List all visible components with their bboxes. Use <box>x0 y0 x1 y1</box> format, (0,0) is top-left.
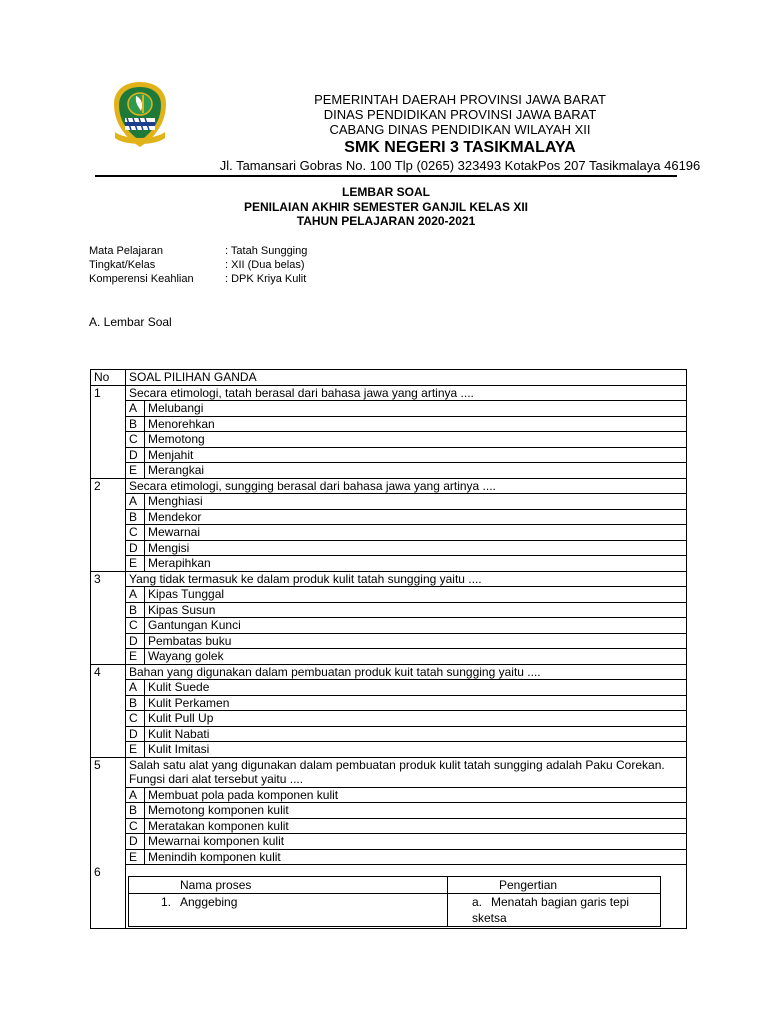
number-spacer <box>91 680 126 696</box>
option-row <box>91 680 687 696</box>
option-row <box>91 416 687 432</box>
option-text: Kulit Imitasi <box>145 742 687 758</box>
option-text: Kulit Pull Up <box>145 711 687 727</box>
option-row <box>91 849 687 865</box>
title-year: TAHUN PELAJARAN 2020-2021 <box>296 214 476 228</box>
info-value: : XII (Dua belas) <box>225 259 305 271</box>
option-text: Mengisi <box>145 540 687 556</box>
option-row <box>91 540 687 556</box>
option-letter: E <box>126 463 145 479</box>
info-label: Tingkat/Kelas <box>89 259 156 271</box>
number-spacer <box>91 633 126 649</box>
option-letter: A <box>126 680 145 696</box>
title-sheet: LEMBAR SOAL <box>342 185 430 199</box>
number-spacer <box>91 416 126 432</box>
definition-marker: a. <box>472 895 483 909</box>
option-text: Mendekor <box>145 509 687 525</box>
option-row <box>91 711 687 727</box>
letterhead-divider <box>95 175 677 177</box>
table-header-row <box>91 370 687 386</box>
question-row <box>91 478 687 494</box>
option-text: Kipas Tunggal <box>145 587 687 603</box>
option-letter: D <box>126 834 145 850</box>
info-label: Komperensi Keahlian <box>89 273 194 285</box>
number-spacer <box>91 834 126 850</box>
option-letter: D <box>126 633 145 649</box>
option-letter: A <box>126 494 145 510</box>
branch-line: CABANG DINAS PENDIDIKAN WILAYAH XII <box>329 122 591 137</box>
option-row <box>91 818 687 834</box>
option-letter: B <box>126 416 145 432</box>
option-letter: A <box>126 401 145 417</box>
title-exam: PENILAIAN AKHIR SEMESTER GANJIL KELAS XII <box>243 199 529 214</box>
question-row <box>91 571 687 587</box>
question-row <box>91 757 687 787</box>
number-spacer <box>91 649 126 665</box>
option-row <box>91 742 687 758</box>
option-row <box>91 494 687 510</box>
question-row <box>91 865 687 929</box>
number-spacer <box>91 742 126 758</box>
question-text: Yang tidak termasuk ke dalam produk kulit tatah sungging yaitu .... <box>126 571 687 587</box>
option-row <box>91 803 687 819</box>
option-text: Membuat pola pada komponen kulit <box>145 787 687 803</box>
number-spacer <box>91 618 126 634</box>
option-letter: C <box>126 432 145 448</box>
option-text: Mewarnai <box>145 525 687 541</box>
term-text: Anggebing <box>180 895 238 909</box>
number-spacer <box>91 602 126 618</box>
term-marker: 1. <box>161 895 172 909</box>
question-text: Secara etimologi, sungging berasal dari bahasa jawa yang artinya .... <box>126 478 687 494</box>
option-letter: B <box>126 695 145 711</box>
option-row <box>91 834 687 850</box>
option-row <box>91 695 687 711</box>
option-letter: E <box>126 649 145 665</box>
option-letter: D <box>126 726 145 742</box>
option-text: Merapihkan <box>145 556 687 572</box>
option-letter: E <box>126 849 145 865</box>
government-line: PEMERINTAH DAERAH PROVINSI JAWA BARAT <box>314 92 606 107</box>
option-row <box>91 447 687 463</box>
number-spacer <box>91 818 126 834</box>
question-number: 2 <box>91 478 126 494</box>
option-letter: B <box>126 509 145 525</box>
option-letter: B <box>126 803 145 819</box>
option-text: Menghiasi <box>145 494 687 510</box>
number-spacer <box>91 525 126 541</box>
info-row <box>89 258 307 272</box>
number-spacer <box>91 849 126 865</box>
option-letter: A <box>126 787 145 803</box>
option-text: Gantungan Kunci <box>145 618 687 634</box>
province-emblem-logo <box>111 80 169 150</box>
column-header-question: SOAL PILIHAN GANDA <box>126 370 687 386</box>
matching-header-row <box>129 877 661 894</box>
number-spacer <box>91 556 126 572</box>
option-row <box>91 463 687 479</box>
option-letter: C <box>126 618 145 634</box>
question-number: 1 <box>91 385 126 401</box>
number-spacer <box>91 509 126 525</box>
option-text: Menindih komponen kulit <box>145 849 687 865</box>
matching-question-cell <box>126 865 687 929</box>
question-text: Bahan yang digunakan dalam pembuatan produk kuit tatah sungging yaitu .... <box>126 664 687 680</box>
question-number: 4 <box>91 664 126 680</box>
option-text: Wayang golek <box>145 649 687 665</box>
option-text: Merangkai <box>145 463 687 479</box>
option-row <box>91 556 687 572</box>
matching-col-definition: Pengertian <box>448 877 661 894</box>
definition-text: Menatah bagian garis tepi sketsa <box>472 895 630 925</box>
option-letter: C <box>126 818 145 834</box>
question-text: Secara etimologi, tatah berasal dari bahasa jawa yang artinya .... <box>126 385 687 401</box>
option-text: Kulit Suede <box>145 680 687 696</box>
option-text: Menjahit <box>145 447 687 463</box>
section-title: A. Lembar Soal <box>89 315 172 329</box>
department-line: DINAS PENDIDIKAN PROVINSI JAWA BARAT <box>323 107 597 122</box>
question-table <box>90 369 687 929</box>
question-number: 6 <box>91 865 126 929</box>
option-letter: E <box>126 556 145 572</box>
option-row <box>91 726 687 742</box>
question-number: 3 <box>91 571 126 587</box>
matching-col-process: Nama proses <box>129 877 448 894</box>
column-header-no: No <box>91 370 126 386</box>
matching-row <box>129 894 661 927</box>
option-letter: D <box>126 447 145 463</box>
matching-definition-cell <box>448 894 661 927</box>
option-text: Menorehkan <box>145 416 687 432</box>
option-text: Kulit Nabati <box>145 726 687 742</box>
option-row <box>91 602 687 618</box>
number-spacer <box>91 463 126 479</box>
number-spacer <box>91 401 126 417</box>
number-spacer <box>91 494 126 510</box>
option-letter: C <box>126 525 145 541</box>
option-letter: C <box>126 711 145 727</box>
number-spacer <box>91 726 126 742</box>
number-spacer <box>91 695 126 711</box>
option-row <box>91 587 687 603</box>
number-spacer <box>91 540 126 556</box>
number-spacer <box>91 711 126 727</box>
option-row <box>91 432 687 448</box>
option-text: Mewarnai komponen kulit <box>145 834 687 850</box>
matching-term-cell <box>129 894 448 927</box>
matching-table <box>128 876 661 927</box>
info-value: : Tatah Sungging <box>225 245 308 257</box>
option-text: Kulit Perkamen <box>145 695 687 711</box>
option-letter: D <box>126 540 145 556</box>
number-spacer <box>91 587 126 603</box>
question-row <box>91 385 687 401</box>
document-titles <box>95 185 677 229</box>
option-row <box>91 509 687 525</box>
question-row <box>91 664 687 680</box>
option-row <box>91 787 687 803</box>
question-text: Salah satu alat yang digunakan dalam pembuatan produk kulit tatah sungging adalah Paku Corekan. Fungsi dari alat tersebut yaitu .... <box>126 757 687 787</box>
option-row <box>91 618 687 634</box>
option-row <box>91 633 687 649</box>
option-letter: B <box>126 602 145 618</box>
option-text: Memotong komponen kulit <box>145 803 687 819</box>
option-letter: E <box>126 742 145 758</box>
number-spacer <box>91 803 126 819</box>
exam-info <box>89 244 307 286</box>
option-text: Kipas Susun <box>145 602 687 618</box>
option-text: Melubangi <box>145 401 687 417</box>
option-letter: A <box>126 587 145 603</box>
number-spacer <box>91 432 126 448</box>
option-text: Pembatas buku <box>145 633 687 649</box>
number-spacer <box>91 447 126 463</box>
number-spacer <box>91 787 126 803</box>
info-value: : DPK Kriya Kulit <box>225 273 307 285</box>
school-address: Jl. Tamansari Gobras No. 100 Tlp (0265) 323493 KotakPos 207 Tasikmalaya 46196 <box>219 158 701 173</box>
letterhead <box>170 92 750 174</box>
option-row <box>91 401 687 417</box>
school-name: SMK NEGERI 3 TASIKMALAYA <box>344 139 576 156</box>
info-row <box>89 272 307 286</box>
option-row <box>91 525 687 541</box>
info-row <box>89 244 307 258</box>
option-text: Memotong <box>145 432 687 448</box>
option-row <box>91 649 687 665</box>
info-label: Mata Pelajaran <box>89 245 163 257</box>
question-number: 5 <box>91 757 126 787</box>
option-text: Meratakan komponen kulit <box>145 818 687 834</box>
